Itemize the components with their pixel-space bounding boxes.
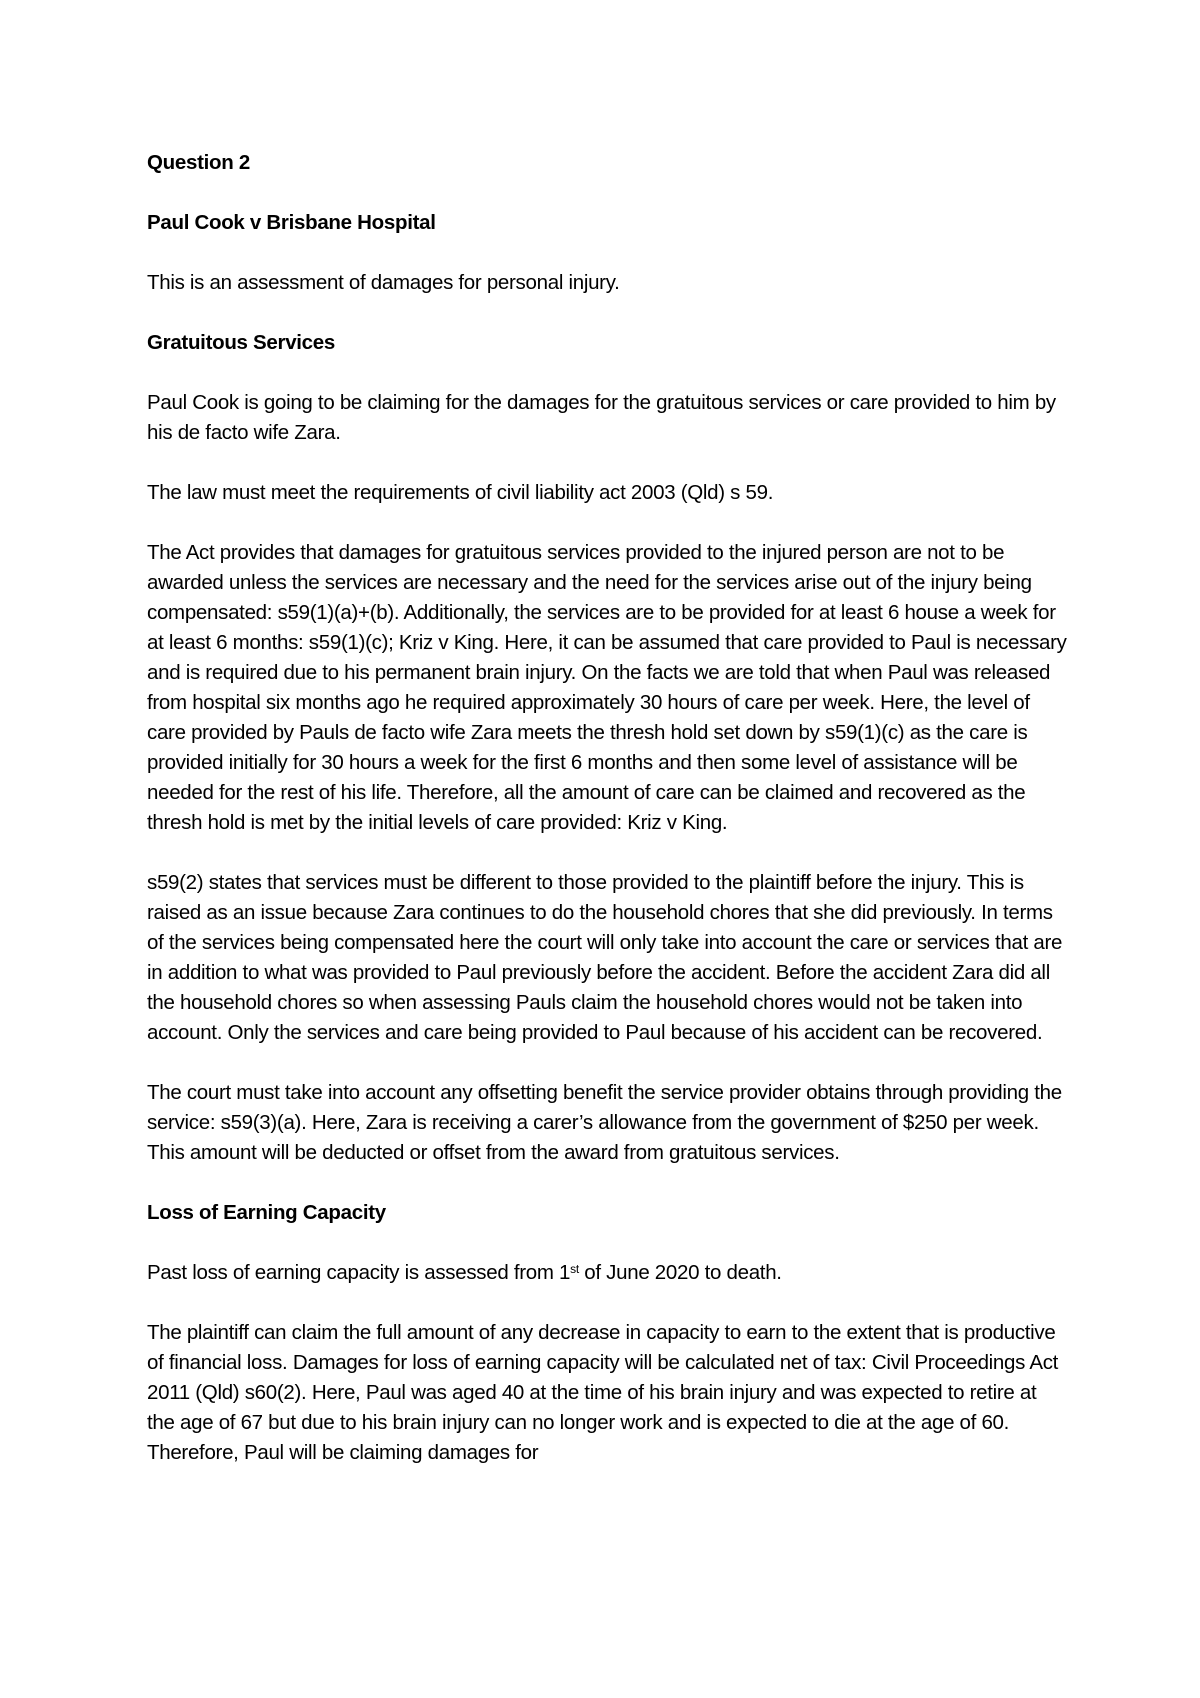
gratuitous-paragraph-5: The court must take into account any offsetting benefit the service provider obtains through providing the service: s59(3)(a). Here, Zara is receiving a carer’s allowance from the government of $250 per week. This amount will be deducted or offset from the award from gratuitous services. xyxy=(147,1081,1062,1164)
gratuitous-paragraph-2: The law must meet the requirements of civil liability act 2003 (Qld) s 59. xyxy=(147,481,774,504)
question-heading: Question 2 xyxy=(147,151,250,174)
intro-paragraph: This is an assessment of damages for personal injury. xyxy=(147,271,620,294)
earning-paragraph-2: The plaintiff can claim the full amount of any decrease in capacity to earn to the extent that is productive of financial loss. Damages for loss of earning capacity will be calculated net of tax: Civil Proceedings Act 2011 (Qld) s60(2). Here, Paul was aged 40 at the time of his brain injury and was expected to retire at the age of 67 but due to his brain injury can no longer work and is expected to die at the age of 60. Therefore, Paul will be claiming damages for xyxy=(147,1321,1059,1464)
gratuitous-services-heading: Gratuitous Services xyxy=(147,331,335,354)
earning-paragraph-1 xyxy=(147,1258,1067,1288)
earning-capacity-heading: Loss of Earning Capacity xyxy=(147,1201,386,1224)
earning-p1-after: of June 2020 to death. xyxy=(578,1261,782,1284)
document-body xyxy=(147,148,1067,1498)
gratuitous-paragraph-3: The Act provides that damages for gratuitous services provided to the injured person are not to be awarded unless the services are necessary and the need for the services arise out of the injury being compensated: s59(1)(a)+(b). Additionally, the services are to be provided for at least 6 house a week for at least 6 months: s59(1)(c); Kriz v King. Here, it can be assumed that care provided to Paul is necessary and is required due to his permanent brain injury. On the facts we are told that when Paul was released from hospital six months ago he required approximately 30 hours of care per week. Here, the level of care provided by Pauls de facto wife Zara meets the thresh hold set down by s59(1)(c) as the care is provided initially for 30 hours a week for the first 6 months and then some level of assistance will be needed for the rest of his life. Therefore, all the amount of care can be claimed and recovered as the thresh hold is met by the initial levels of care provided: Kriz v King. xyxy=(147,541,1067,834)
ordinal-superscript: st xyxy=(570,1262,579,1276)
case-heading: Paul Cook v Brisbane Hospital xyxy=(147,211,436,234)
gratuitous-paragraph-1: Paul Cook is going to be claiming for the damages for the gratuitous services or care provided to him by his de facto wife Zara. xyxy=(147,391,1056,444)
earning-p1-before: Past loss of earning capacity is assessed from 1 xyxy=(147,1261,571,1284)
gratuitous-paragraph-4: s59(2) states that services must be different to those provided to the plaintiff before the injury. This is raised as an issue because Zara continues to do the household chores that she did previously. In terms of the services being compensated here the court will only take into account the care or services that are in addition to what was provided to Paul previously before the accident. Before the accident Zara did all the household chores so when assessing Pauls claim the household chores would not be taken into account. Only the services and care being provided to Paul because of his accident can be recovered. xyxy=(147,871,1063,1044)
